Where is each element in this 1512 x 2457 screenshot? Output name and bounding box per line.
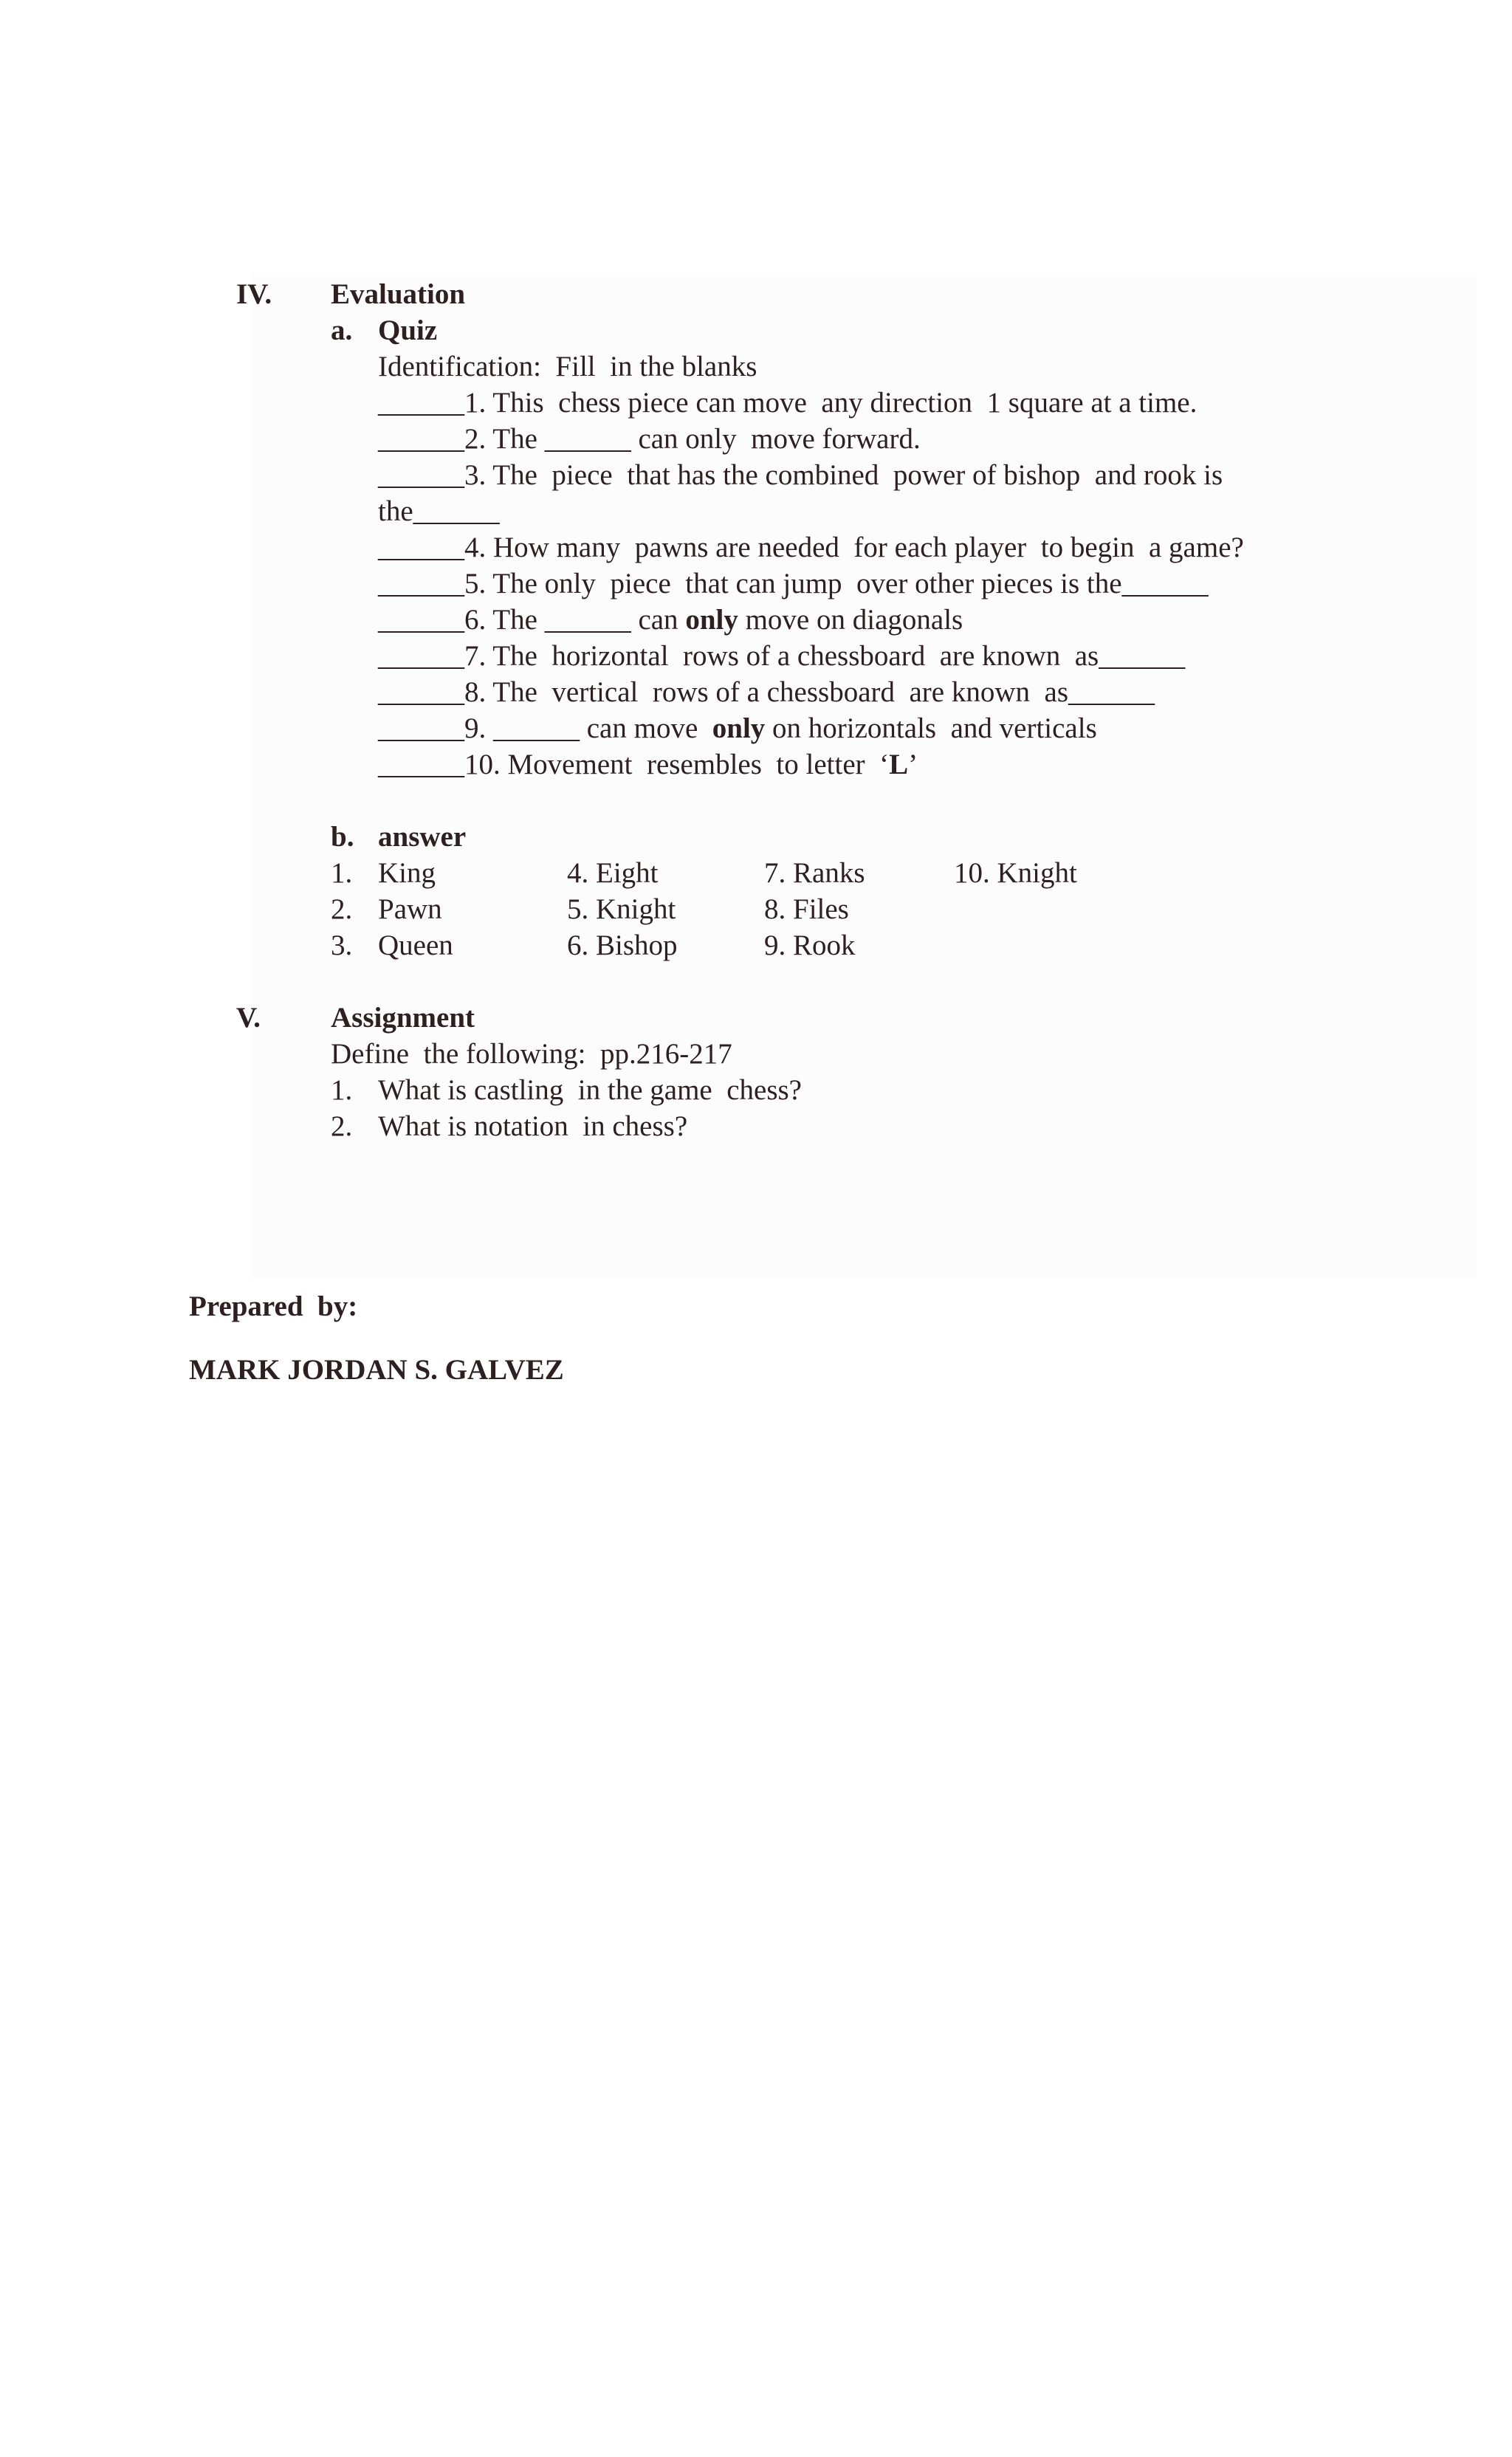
section-number-v: V. [236, 1002, 261, 1034]
subsection-title-answer: answer [378, 821, 467, 853]
subsection-title-quiz: Quiz [378, 315, 438, 346]
assignment-item-2: 2. What is notation in chess? [331, 1110, 688, 1142]
quiz-item-8: ______8. The vertical rows of a chessboard are known as______ [378, 676, 1155, 708]
answer-5: 5. Knight [567, 893, 676, 925]
quiz-item-3: ______3. The piece that has the combined power of bishop and rook is [378, 459, 1223, 491]
subsection-label-a: a. [331, 315, 353, 346]
answer-9: 9. Rook [764, 929, 856, 961]
section-number-iv: IV. [236, 278, 272, 310]
subsection-label-b: b. [331, 821, 354, 853]
assignment-instructions: Define the following: pp.216-217 [331, 1038, 732, 1070]
quiz-item-5: ______5. The only piece that can jump over other pieces is the______ [378, 568, 1209, 599]
quiz-item-6: ______6. The ______ can only move on diagonals [378, 604, 963, 636]
quiz-item-1: ______1. This chess piece can move any direction 1 square at a time. [378, 387, 1197, 419]
answer-8: 8. Files [764, 893, 849, 925]
quiz-instructions: Identification: Fill in the blanks [378, 351, 757, 382]
answer-7: 7. Ranks [764, 857, 865, 889]
quiz-item-2: ______2. The ______ can only move forward. [378, 423, 921, 455]
prepared-by-label: Prepared by: [189, 1291, 358, 1322]
quiz-item-7: ______7. The horizontal rows of a chessboard are known as______ [378, 640, 1186, 672]
section-heading-evaluation: Evaluation [331, 278, 466, 310]
answer-2: 2. Pawn [331, 893, 442, 925]
answer-10: 10. Knight [954, 857, 1077, 889]
quiz-item-10: ______10. Movement resembles to letter ‘L’ [378, 749, 918, 780]
assignment-item-1: 1. What is castling in the game chess? [331, 1074, 802, 1106]
section-heading-assignment: Assignment [331, 1002, 475, 1034]
prepared-by-name: MARK JORDAN S. GALVEZ [189, 1354, 564, 1386]
answer-6: 6. Bishop [567, 929, 678, 961]
answer-3: 3. Queen [331, 929, 453, 961]
answer-4: 4. Eight [567, 857, 659, 889]
quiz-item-4: ______4. How many pawns are needed for each player to begin a game? [378, 532, 1244, 563]
quiz-item-9: ______9. ______ can move only on horizontals and verticals [378, 712, 1097, 744]
answer-1: 1. King [331, 857, 436, 889]
quiz-item-3-continued: the______ [378, 495, 500, 527]
